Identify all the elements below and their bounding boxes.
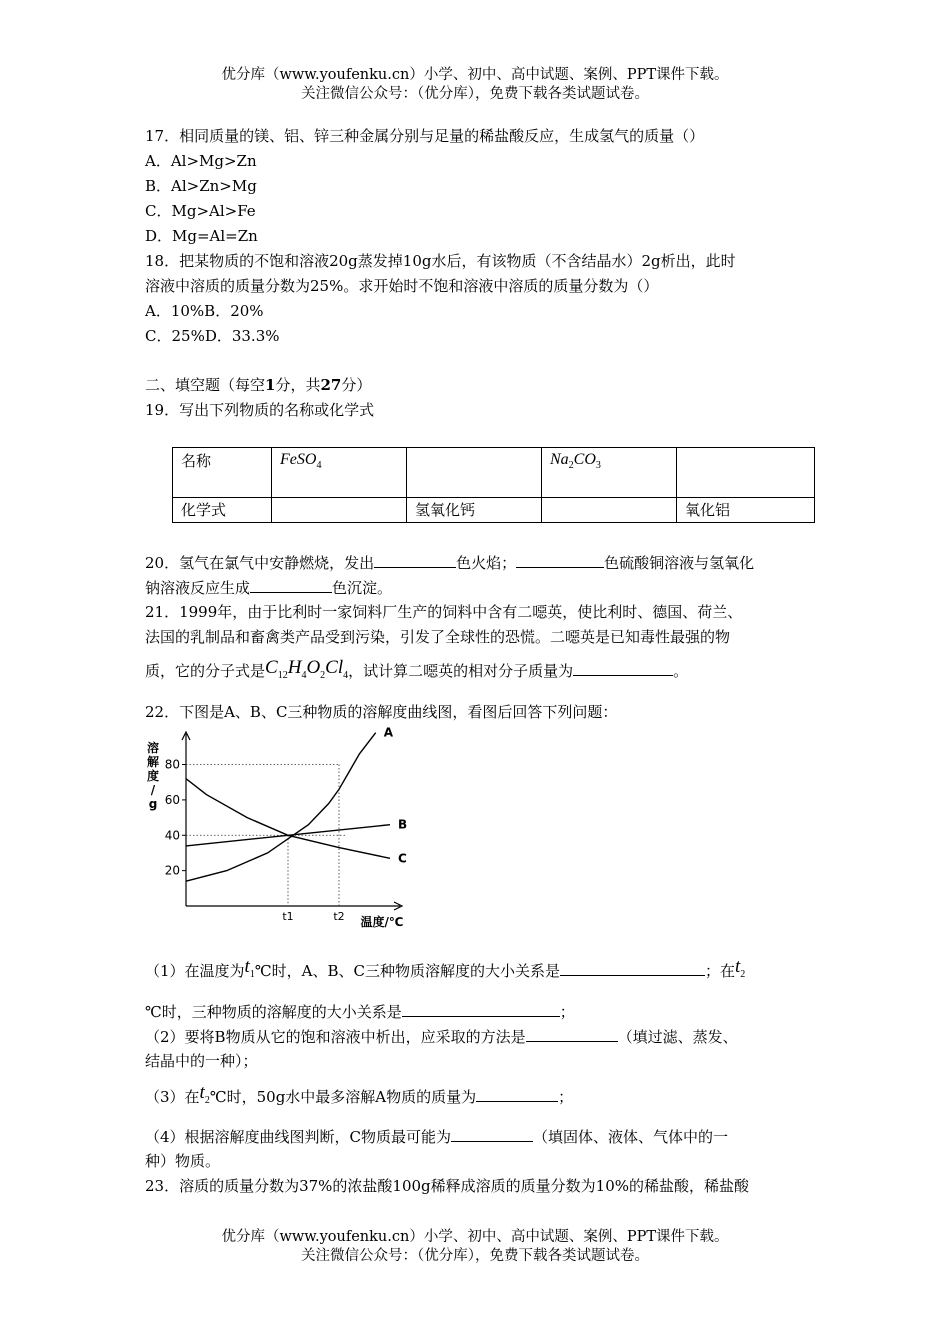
q21-line-1: 21．1999年，由于比利时一家饲料厂生产的饲料中含有二噁英，使比利时、德国、荷兰、 <box>145 603 743 621</box>
q21-text-c: 。 <box>673 662 689 680</box>
q20-blank-1[interactable] <box>374 552 456 568</box>
q22-p1-text-e: ； <box>559 1003 575 1021</box>
q22-part4-line-2: 种）物质。 <box>145 1152 221 1170</box>
q22-part3 <box>145 1082 574 1115</box>
q22-part2-line-1 <box>145 1026 738 1047</box>
cell-formula-label: 化学式 <box>173 498 272 523</box>
section-2-suffix: 分） <box>341 376 372 394</box>
series-a-curve <box>186 733 376 882</box>
cell-al2o3-name: 氧化铝 <box>677 498 815 523</box>
q17-option-a: A．Al>Mg>Zn <box>145 152 257 170</box>
q22-p4-text-a: （4）根据溶解度曲线图判断，C物质最可能为 <box>145 1128 452 1146</box>
t2-symbol-part3: $t_2$ <box>199 1082 210 1106</box>
page-footer <box>0 1228 950 1266</box>
q22-p2-text-b: （填过滤、蒸发、 <box>617 1028 738 1046</box>
page-header <box>0 66 950 104</box>
table-row-names <box>173 448 815 498</box>
y-tick-label: 60 <box>164 792 180 807</box>
solubility-chart <box>140 726 410 936</box>
section-2-prefix: 二、填空题（每空 <box>145 376 266 394</box>
section-2-points-each: 1 <box>265 376 276 394</box>
q22-blank-1[interactable] <box>560 960 705 976</box>
q22-part2-line-2: 结晶中的一种）； <box>145 1052 258 1070</box>
q17-option-d: D．Mg=Al=Zn <box>145 227 258 245</box>
q22-p2-text-a: （2）要将B物质从它的饱和溶液中析出，应采取的方法是 <box>145 1028 526 1046</box>
q20-text-3: 色硫酸铜溶液与氢氧化 <box>604 554 755 572</box>
t2-symbol: $t_2$ <box>734 956 746 980</box>
q22-stem: 22．下图是A、B、C三种物质的溶解度曲线图，看图后回答下列问题： <box>145 703 618 721</box>
series-c-label: C <box>398 851 407 866</box>
formula-feso4: FeSO$_4$ <box>280 451 322 472</box>
q21-text-a: 质，它的分子式是 <box>145 662 266 680</box>
cell-caoh2-name: 氢氧化钙 <box>407 498 542 523</box>
q21-text-b: ，试计算二噁英的相对分子质量为 <box>348 662 574 680</box>
table-row-formulas <box>173 498 815 523</box>
footer-line-2: 关注微信公众号：（优分库），免费下载各类试题试卷。 <box>301 1248 649 1264</box>
y-axis-label-char: 度 <box>146 769 160 783</box>
q19-stem: 19．写出下列物质的名称或化学式 <box>145 401 375 419</box>
cell-name-blank-1[interactable] <box>407 448 542 498</box>
q17-option-b: B．Al>Zn>Mg <box>145 177 257 195</box>
y-tick-label: 80 <box>164 757 180 772</box>
cell-na2co3 <box>542 448 677 498</box>
q20-text-4: 钠溶液反应生成 <box>145 579 251 597</box>
formula-dioxin: $C_{12}H_4O_2Cl_4$ <box>265 657 349 681</box>
header-line-1: 优分库（www.youfenku.cn）小学、初中、高中试题、案例、PPT课件下载。 <box>221 67 729 83</box>
formula-na2co3: $Na_2CO_3$ <box>550 451 601 472</box>
q22-p1-text-c: ；在 <box>704 962 735 980</box>
q22-blank-3[interactable] <box>526 1026 618 1042</box>
y-axis-label-char: 溶 <box>146 741 160 755</box>
q22-p1-text-b: ℃时，A、B、C三种物质溶解度的大小关系是 <box>254 962 560 980</box>
section-2-points-total: 27 <box>320 376 342 394</box>
q18-stem-line-2: 溶液中溶质的质量分数为25%。求开始时不饱和溶液中溶质的质量分数为（） <box>145 277 659 295</box>
cell-name-blank-2[interactable] <box>677 448 815 498</box>
q20-text-5: 色沉淀。 <box>332 579 393 597</box>
cell-formula-blank-2[interactable] <box>542 498 677 523</box>
section-2-mid: 分，共 <box>275 376 321 394</box>
q22-p3-text-c: ； <box>558 1088 574 1106</box>
q20-blank-2[interactable] <box>516 552 604 568</box>
y-axis-label-char: g <box>148 797 158 811</box>
series-b-label: B <box>398 817 408 832</box>
q20-line-1 <box>145 552 754 573</box>
q22-p3-text-a: （3）在 <box>145 1088 200 1106</box>
q22-part1-line-1 <box>145 956 746 989</box>
q22-blank-4[interactable] <box>476 1086 558 1102</box>
q22-blank-2[interactable] <box>402 1001 560 1017</box>
section-2-title <box>145 375 371 395</box>
q21-blank[interactable] <box>573 660 673 676</box>
y-tick-label: 40 <box>164 828 180 843</box>
q22-p1-text-a: （1）在温度为 <box>145 962 245 980</box>
q17-stem: 17．相同质量的镁、铝、锌三种金属分别与足量的稀盐酸反应，生成氢气的质量（） <box>145 127 705 145</box>
q20-line-2 <box>145 577 392 598</box>
x-axis-label: 温度/℃ <box>360 915 404 929</box>
q20-blank-3[interactable] <box>250 577 332 593</box>
cell-name-label: 名称 <box>173 448 272 498</box>
q22-part4-line-1 <box>145 1126 728 1147</box>
x-tick-label: t1 <box>282 910 294 923</box>
y-axis-label-char: 解 <box>146 755 160 769</box>
q21-line-2: 法国的乳制品和畜禽类产品受到污染，引发了全球性的恐慌。二噁英是已知毒性最强的物 <box>145 628 731 646</box>
x-tick-label: t2 <box>333 910 345 923</box>
q22-blank-5[interactable] <box>451 1126 533 1142</box>
footer-line-1: 优分库（www.youfenku.cn）小学、初中、高中试题、案例、PPT课件下载。 <box>221 1229 729 1245</box>
y-axis-label-char: / <box>150 783 156 797</box>
q23-stem: 23．溶质的质量分数为37%的浓盐酸100g稀释成溶质的质量分数为10%的稀盐酸，稀盐酸 <box>145 1177 750 1195</box>
series-a-label: A <box>383 726 394 740</box>
q20-text-2: 色火焰； <box>456 554 517 572</box>
t1-symbol: $t_1$ <box>244 956 255 980</box>
q18-options-cd: C．25%D．33.3% <box>145 327 280 345</box>
q18-options-ab: A．10%B．20% <box>145 302 264 320</box>
q22-p1-text-d: ℃时，三种物质的溶解度的大小关系是 <box>145 1003 402 1021</box>
q19-table <box>172 447 815 523</box>
q20-text-1: 20．氢气在氯气中安静燃烧，发出 <box>145 554 375 572</box>
q18-stem-line-1: 18．把某物质的不饱和溶液20g蒸发掉10g水后，有该物质（不含结晶水）2g析出，此时 <box>145 252 736 270</box>
q21-line-3 <box>145 657 689 689</box>
q22-part1-line-2 <box>145 1001 575 1022</box>
q22-p3-text-b: ℃时，50g水中最多溶解A物质的质量为 <box>209 1088 477 1106</box>
q22-p4-text-b: （填固体、液体、气体中的一 <box>533 1128 729 1146</box>
y-tick-label: 20 <box>164 863 180 878</box>
header-line-2: 关注微信公众号：（优分库），免费下载各类试题试卷。 <box>301 86 649 102</box>
q17-option-c: C．Mg>Al>Fe <box>145 202 256 220</box>
cell-feso4 <box>272 448 407 498</box>
cell-formula-blank-1[interactable] <box>272 498 407 523</box>
